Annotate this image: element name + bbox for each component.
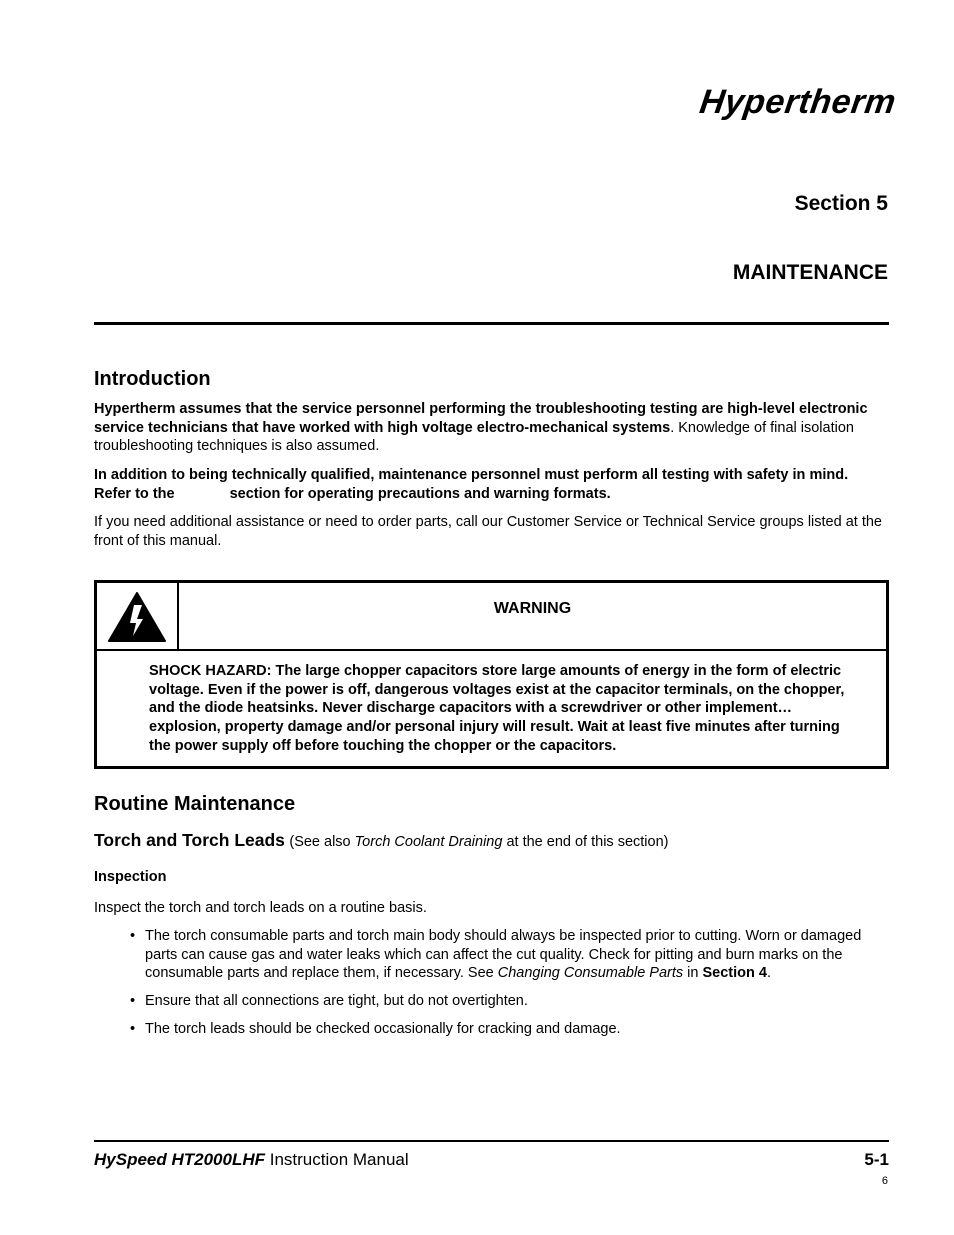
warning-header bbox=[179, 583, 886, 649]
see-also-note: (See also Torch Coolant Draining at the end of this section) bbox=[289, 834, 669, 850]
intro-paragraph-1-bold: Hypertherm assumes that the service personnel performing the troubleshooting testing are high-level electronic service technicians that have worked with high voltage electro-mechanical systems bbox=[94, 401, 868, 436]
intro-paragraph-1 bbox=[94, 400, 886, 456]
list-item: • The torch leads should be checked occasionally for cracking and damage. bbox=[130, 1020, 872, 1039]
hypertherm-logo: Hypertherm bbox=[697, 83, 899, 121]
intro-paragraph-3: If you need additional assistance or need to order parts, call our Customer Service or Technical Service groups listed at the front of this manual. bbox=[94, 514, 882, 549]
warning-label: WARNING bbox=[493, 600, 572, 617]
list-item: • The torch consumable parts and torch main body should always be inspected prior to cutting. Worn or damaged parts can cause gas and water leaks which can affect the cut quality. Check for pitting and burn marks on the consumable parts and replace them, if necessary. See Changing Consumable Parts in Section 4. bbox=[130, 927, 872, 983]
inspection-heading: Inspection bbox=[94, 869, 167, 885]
footer-rule bbox=[94, 1140, 889, 1142]
warning-divider bbox=[97, 649, 886, 651]
torch-leads-subheading-line bbox=[94, 829, 886, 853]
warning-icon-cell bbox=[97, 583, 179, 649]
footer-manual-label: Instruction Manual bbox=[265, 1150, 409, 1169]
intro-paragraph-2 bbox=[94, 466, 886, 503]
footer-product-name: HySpeed HT2000LHF bbox=[94, 1150, 265, 1169]
section-number: Section 5 bbox=[794, 192, 888, 215]
torch-leads-subheading: Torch and Torch Leads bbox=[94, 830, 285, 850]
page-index: 6 bbox=[881, 1175, 888, 1187]
intro-paragraph-2-part2: section for operating precautions and warning formats. bbox=[229, 485, 611, 502]
footer-manual-title bbox=[94, 1149, 409, 1171]
inspection-intro: Inspect the torch and torch leads on a routine basis. bbox=[94, 900, 427, 916]
warning-box bbox=[94, 580, 889, 769]
warning-text: SHOCK HAZARD: The large chopper capacitors store large amounts of energy in the form of electric voltage. Even if the power is off, dangerous voltages exist at the capacitor terminals, on the chopper, and the diode heatsinks. Never discharge capacitors with a screwdriver or other implement…explosion, property damage and/or personal injury will result. Wait at least five minutes after turning the power supply off before touching the chopper or the capacitors. bbox=[149, 663, 845, 754]
routine-maintenance-heading: Routine Maintenance bbox=[94, 793, 296, 815]
introduction-heading: Introduction bbox=[94, 368, 211, 390]
inspection-bullet-list bbox=[130, 927, 872, 1048]
page-number: 5-1 bbox=[864, 1150, 889, 1169]
intro-paragraph-2-part1: In addition to being technically qualified, maintenance personnel must perform all testing with safety in mind. Refer to the bbox=[94, 467, 849, 502]
see-also-reference: Torch Coolant Draining bbox=[354, 834, 503, 850]
header-rule bbox=[94, 322, 889, 325]
section-title: MAINTENANCE bbox=[732, 261, 888, 284]
section-4-reference: Section 4 bbox=[702, 965, 767, 982]
changing-consumable-parts-reference: Changing Consumable Parts bbox=[497, 965, 684, 982]
high-voltage-warning-icon bbox=[97, 583, 177, 649]
list-item: • Ensure that all connections are tight, but do not overtighten. bbox=[130, 992, 872, 1011]
intro-paragraph-1-rest: . Knowledge of final isolation troubleshooting techniques is also assumed. bbox=[94, 419, 854, 455]
